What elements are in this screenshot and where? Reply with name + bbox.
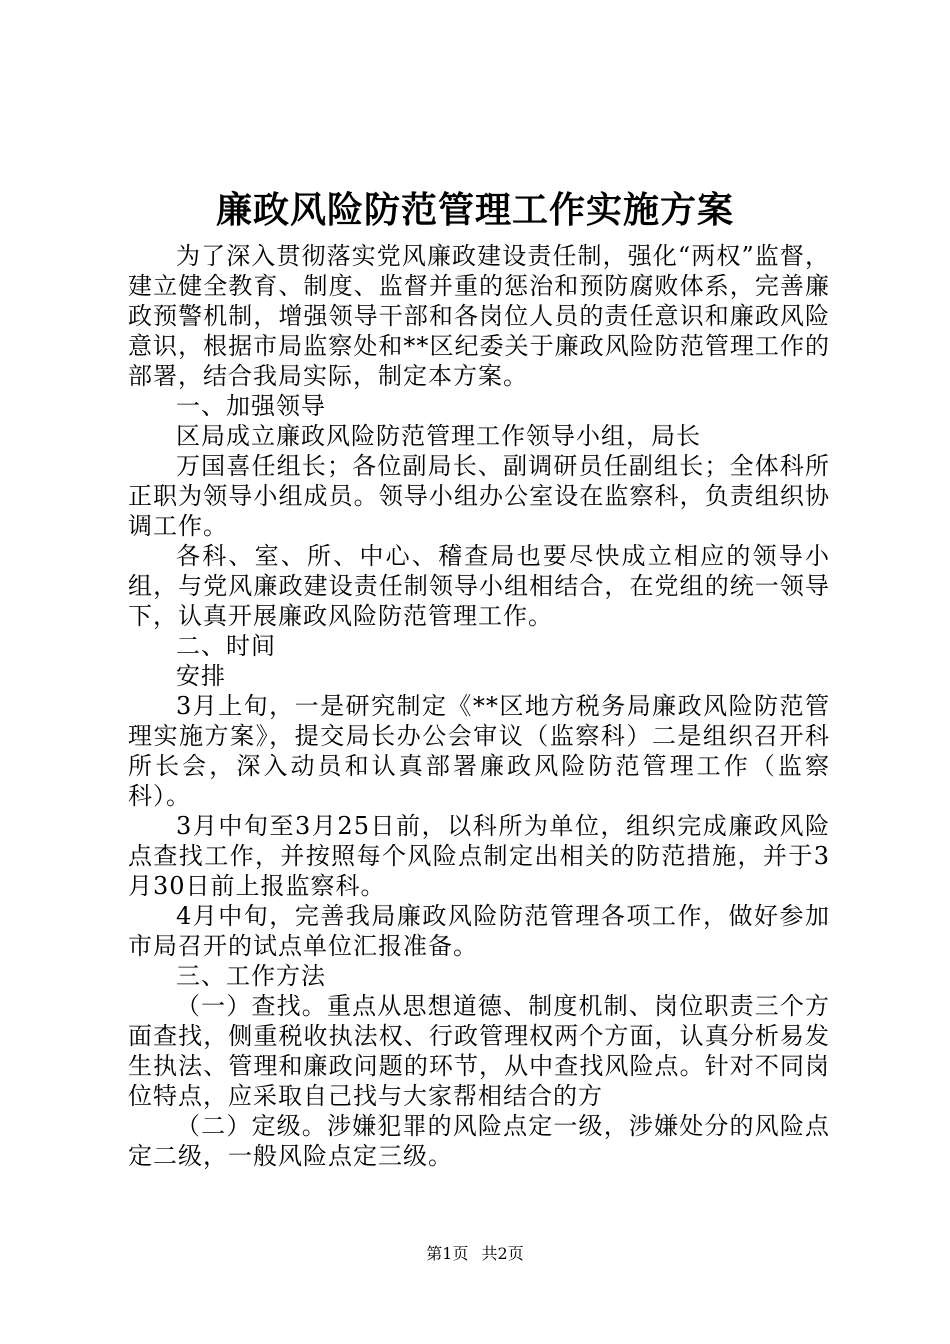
page-total: 共2页 <box>481 1244 524 1263</box>
paragraph: 4月中旬，完善我局廉政风险防范管理各项工作，做好参加市局召开的试点单位汇报准备。 <box>128 902 830 960</box>
heading-section-1: 一、加强领导 <box>176 392 326 420</box>
paragraph: 3月上旬，一是研究制定《**区地方税务局廉政风险防范管理实施方案》，提交局长办公会审议（监察科）二是组织召开科所长会，深入动员和认真部署廉政风险防范管理工作（监察科）。 <box>128 692 830 810</box>
document-body <box>128 241 830 1171</box>
document-title: 廉政风险防范管理工作实施方案 <box>215 189 734 231</box>
page-number: 第1页 <box>426 1244 469 1263</box>
paragraph: 各科、室、所、中心、稽查局也要尽快成立相应的领导小组，与党风廉政建设责任制领导小组相结合，在党组的统一领导下，认真开展廉政风险防范管理工作。 <box>128 542 830 630</box>
heading-section-3: 三、工作方法 <box>176 962 326 990</box>
heading-section-2: 二、时间 <box>176 632 276 660</box>
paragraph-intro: 为了深入贯彻落实党风廉政建设责任制，强化“两权”监督，建立健全教育、制度、监督并重的惩治和预防腐败体系，完善廉政预警机制，增强领导干部和各岗位人员的责任意识和廉政风险意识，根据市局监察处和**区纪委关于廉政风险防范管理工作的部署，结合我局实际，制定本方案。 <box>128 242 830 390</box>
paragraph: （一）查找。重点从思想道德、制度机制、岗位职责三个方面查找，侧重税收执法权、行政管理权两个方面，认真分析易发生执法、管理和廉政问题的环节，从中查找风险点。针对不同岗位特点，应采取自己找与大家帮相结合的方 <box>128 992 830 1110</box>
paragraph: 万国喜任组长；各位副局长、副调研员任副组长；全体科所正职为领导小组成员。领导小组办公室设在监察科，负责组织协调工作。 <box>128 452 830 540</box>
paragraph: （二）定级。涉嫌犯罪的风险点定一级，涉嫌处分的风险点定二级，一般风险点定三级。 <box>128 1112 830 1170</box>
paragraph: 区局成立廉政风险防范管理工作领导小组，局长 <box>176 422 701 450</box>
paragraph: 3月中旬至3月25日前，以科所为单位，组织完成廉政风险点查找工作，并按照每个风险点制定出相关的防范措施，并于3月30日前上报监察科。 <box>128 812 830 900</box>
paragraph: 安排 <box>176 662 226 690</box>
page-footer <box>0 1244 950 1264</box>
